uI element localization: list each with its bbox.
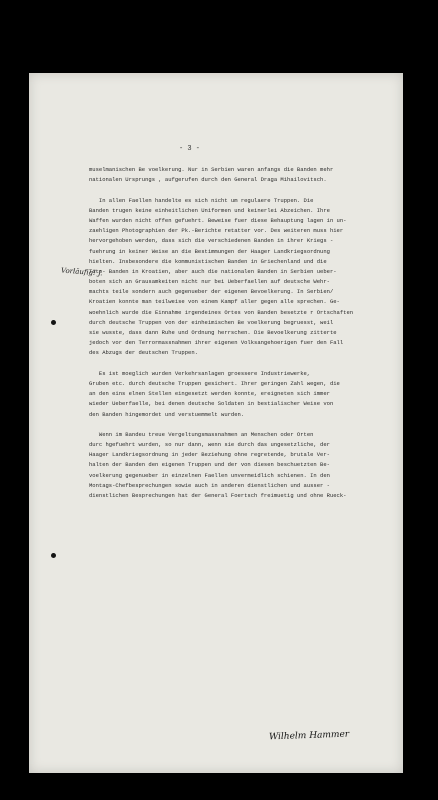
text-line: Banden trugen keine einheitlichen Uniformen und keinerlei Abzeichen. Ihre bbox=[89, 206, 330, 214]
signature: Wilhelm Hammer bbox=[268, 729, 350, 743]
text-line: fuehrung in keiner Weise an die Bestimmungen der Haager Landkriegsordnung bbox=[89, 247, 330, 255]
text-line: Kroatien konnte man teilweise von einem Kampf aller gegen alle sprechen. Ge- bbox=[89, 298, 340, 306]
text-line: Es ist moeglich wurden Verkehrsanlagen groessere Industriewerke, bbox=[89, 369, 311, 377]
text-line: durc hgefuehrt wurden, so nur dann, wenn sie durch das ungesetzliche, der bbox=[89, 441, 330, 449]
text-line: den Banden hingemordet und verstuemmelt wurden. bbox=[89, 410, 245, 418]
text-line: woehnlich wurde die Einnahme irgendeines Ortes von Banden besetzte r Ortschaften bbox=[89, 308, 354, 316]
text-line: jedoch vor den Terrormassnahmen ihrer eigenen Volksangehoerigen fuer den Fall bbox=[89, 339, 344, 347]
text-line: Gruben etc. durch deutsche Truppen gesichert. Ihrer geringen Zahl wegen, die bbox=[89, 379, 340, 387]
text-line: Waffen wurden nicht offen gefuehrt. Beweise fuer diese Behauptung lagen in un- bbox=[89, 216, 347, 224]
text-line: des Abzugs der deutschen Truppen. bbox=[89, 349, 198, 357]
text-line bbox=[89, 185, 409, 195]
punch-hole-bottom bbox=[51, 553, 56, 558]
text-line: boten sich an Grausamkeiten nicht nur bei Ueberfaellen auf deutsche Wehr- bbox=[89, 278, 330, 286]
text-line bbox=[89, 359, 409, 369]
body-text bbox=[89, 165, 409, 501]
text-line: an den eins elnen Stellen eingesetzt werden konnte, ereigneten sich immer bbox=[89, 390, 330, 398]
text-line: nationalen Ursprungs , aufgerufen durch den General Draga Mihailovitsch. bbox=[89, 176, 327, 184]
text-line: hervorgehoben werden, dass sich die verschiedenen Banden in ihrer Kriegs - bbox=[89, 237, 334, 245]
document-page bbox=[29, 73, 403, 773]
text-line: Montags-Chefbesprechungen sowie auch in anderen dienstlichen und ausser - bbox=[89, 481, 330, 489]
text-line: hielten. Insbesondere die kommunistischen Banden in Griechenland und die bbox=[89, 257, 327, 265]
text-line: halten der Banden den eigenen Truppen und der von diesen beschuetzten Be- bbox=[89, 461, 330, 469]
margin-note: Vorläufig! J. bbox=[60, 266, 103, 278]
text-line: dienstlichen Besprechungen hat der General Foertsch freimuetig und ohne Rueck- bbox=[89, 492, 347, 499]
page-number: - 3 - bbox=[179, 145, 201, 153]
text-line: sie wusste, dass dann Ruhe und Ordnung herrschen. Die Bevoelkerung zitterte bbox=[89, 329, 337, 336]
text-line: In allen Faellen handelte es sich nicht um regulaere Truppen. Die bbox=[89, 196, 314, 204]
text-line: durch deutsche Truppen von der einheimischen Be voelkerung begruesst, weil bbox=[89, 318, 334, 326]
text-line: muselmanischen Be voelkerung. Nur in Serbien waren anfangs die Banden mehr bbox=[89, 166, 334, 173]
punch-hole-top bbox=[51, 320, 56, 325]
text-line: Haager Landkriegsordnung in jeder Beziehung ohne regretende, brutale Ver- bbox=[89, 451, 330, 459]
text-line bbox=[89, 420, 409, 430]
text-line: zaehligen Photographien der Pk.-Berichte retatter vor. Des weiteren muss hier bbox=[89, 227, 344, 235]
text-line: Tito- Banden in Kroatien, aber auch die nationalen Banden in Serbien ueber- bbox=[89, 267, 337, 275]
text-line: Wenn im Bandeu treue Vergeltungsmassnahmen an Menschen oder Orten bbox=[89, 430, 314, 438]
text-line: wieder Ueberfaelle, bei denen deutsche Soldaten in bestialischer Weise von bbox=[89, 400, 334, 408]
text-line: machts teile sondern auch gegenueber der eigenen Bevoelkerung. In Serbien/ bbox=[89, 288, 334, 296]
text-line: voelkerung gegenueber in einzelnen Faellen unvermeidlich schienen. In den bbox=[89, 471, 330, 479]
